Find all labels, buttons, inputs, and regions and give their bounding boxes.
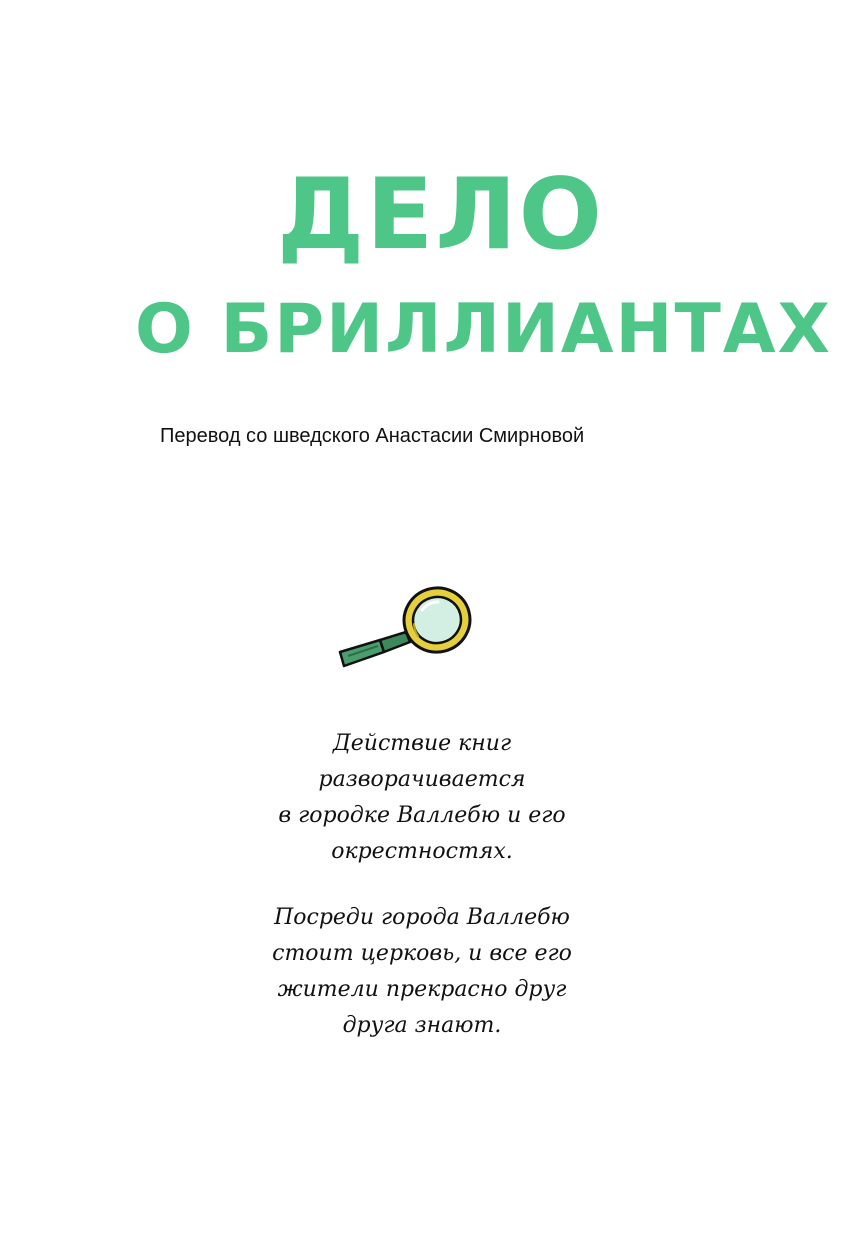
paragraph-line: стоит церковь, и все его bbox=[272, 941, 572, 966]
paragraph-line: разворачивается bbox=[318, 767, 526, 792]
title-line-2: О БРИЛЛИАНТАХ bbox=[135, 290, 832, 369]
paragraph-line: Посреди города Валлебю bbox=[274, 905, 570, 930]
translator-credit: Перевод со шведского Анастасии Смирновой bbox=[160, 425, 585, 447]
paragraph-setting bbox=[222, 726, 622, 870]
paragraph-line: друга знают. bbox=[342, 1013, 502, 1038]
title-line-1: ДЕЛО bbox=[277, 158, 604, 272]
magnifying-glass-icon bbox=[334, 580, 479, 680]
paragraph-line: в городке Валлебю и его bbox=[278, 803, 566, 828]
magnifying-glass-lens bbox=[397, 581, 477, 660]
magnifying-glass-handle bbox=[340, 632, 410, 666]
paragraph-line: Действие книг bbox=[332, 731, 512, 756]
paragraph-line: жители прекрасно друг bbox=[277, 977, 567, 1002]
paragraph-line: окрестностях. bbox=[331, 839, 513, 864]
paragraph-town bbox=[222, 900, 622, 1044]
